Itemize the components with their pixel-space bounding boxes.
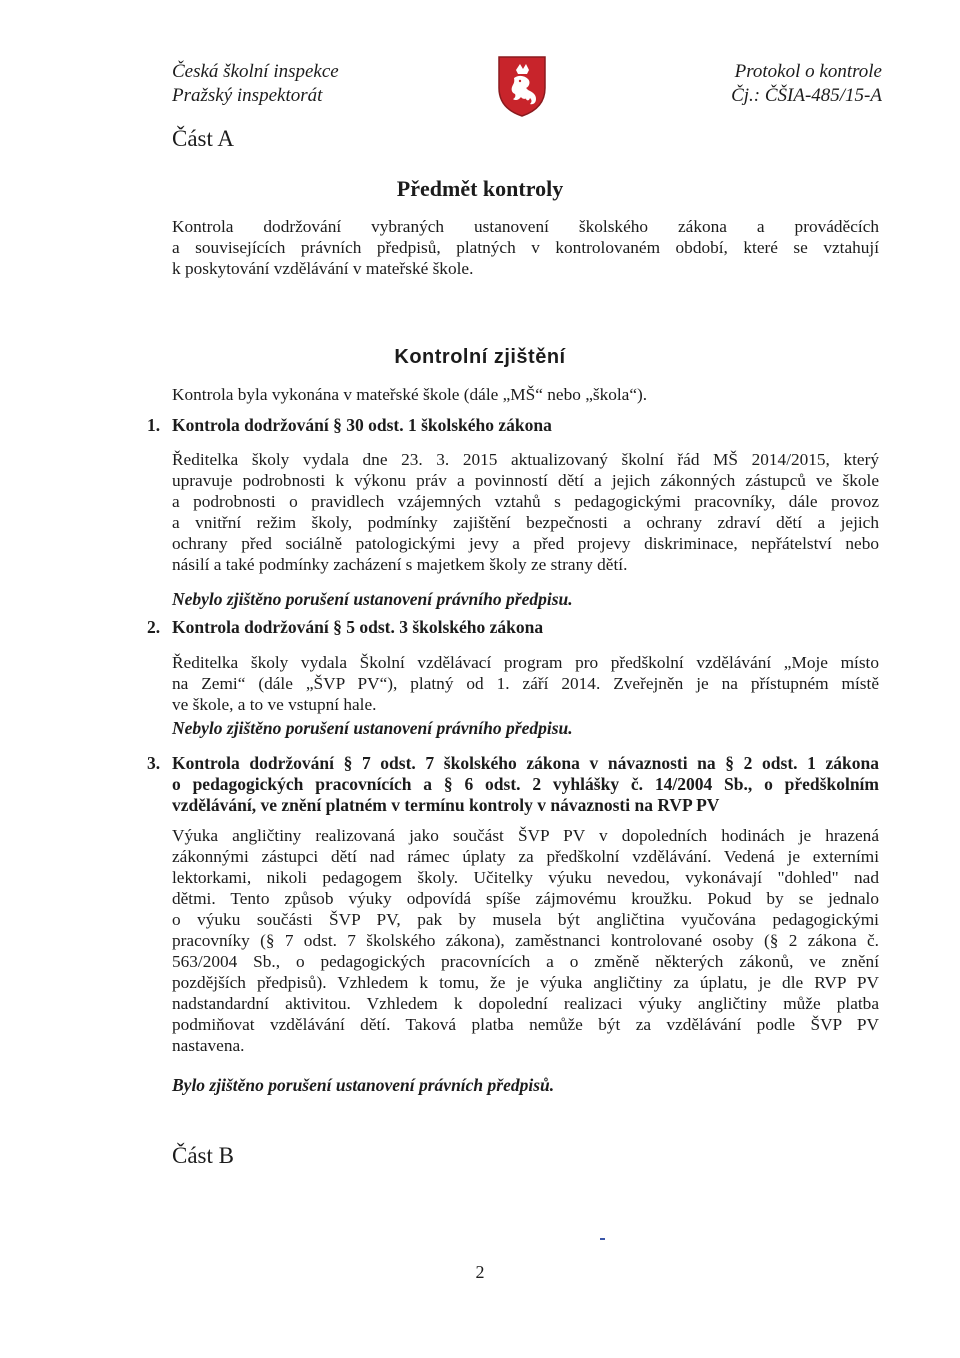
subject-heading: Předmět kontroly — [396, 176, 564, 201]
page-number: 2 — [475, 1262, 485, 1282]
item-finding: Nebylo zjištěno porušení ustanovení právního předpisu. — [172, 589, 573, 609]
document-type: Protokol o kontrole — [734, 61, 882, 82]
item-heading-line: o pedagogických pracovnících a § 6 odst. 2 vyhlášky č. 14/2004 Sb., o předškolním — [172, 774, 879, 794]
item-heading-line: Kontrola dodržování § 7 odst. 7 školského zákona v návaznosti na § 2 odst. 1 zákona — [172, 753, 879, 773]
item-body-line: a vnitřní režim školy, podmínky zajištění bezpečnosti a ochrany zdraví dětí a jejich — [172, 513, 879, 532]
item-body-line: Ředitelka školy vydala dne 23. 3. 2015 aktualizovaný školní řád MŠ 2014/2015, který — [172, 450, 879, 469]
subject-line: a souvisejících právních předpisů, platných v kontrolovaném období, které se vztahují — [172, 238, 879, 257]
item-body — [172, 449, 879, 575]
subject-line: Kontrola dodržování vybraných ustanovení školského zákona a prováděcích — [172, 217, 879, 236]
item-finding: Nebylo zjištěno porušení ustanovení právního předpisu. — [172, 718, 573, 738]
item-heading — [172, 617, 879, 638]
item-body-line: ve škole, a to ve vstupní hale. — [172, 695, 377, 714]
state-emblem-icon — [496, 54, 548, 118]
item-body-line: nadstandardní aktivitou. Vzhledem k dopolední realizaci výuky angličtiny může platba — [172, 994, 879, 1013]
item-body-line: ochrany před sociálně patologickými jevy a před projevy diskriminace, nepřátelství nebo — [172, 534, 879, 553]
item-heading — [172, 753, 879, 816]
item-heading-line: Kontrola dodržování § 5 odst. 3 školského zákona — [172, 617, 544, 637]
item-finding: Bylo zjištěno porušení ustanovení právních předpisů. — [172, 1075, 555, 1095]
subject-paragraph — [172, 216, 879, 279]
item-body-line: o výuku součásti ŠVP PV, pak by musela být angličtina vyučována pedagogickými — [172, 910, 879, 929]
org-name: Česká školní inspekce — [172, 61, 339, 82]
item-body-line: a podrobnosti o pravidlech vzájemných vztahů s pedagogickými pracovníky, dále provoz — [172, 492, 879, 511]
item-body-line: násilí a také podmínky zacházení s majetkem školy ze strany dětí. — [172, 555, 628, 574]
item-body-line: podmiňovat vzdělávání dětí. Taková platba nemůže být za vzdělávání podle ŠVP PV — [172, 1015, 879, 1034]
findings-intro: Kontrola byla vykonána v mateřské škole (dále „MŠ“ nebo „škola“). — [172, 385, 648, 404]
item-body-line: zákonnými zástupci dětí nad rámec úplaty za předškolní vzdělávání. Vedená je externími — [172, 847, 879, 866]
item-body — [172, 825, 879, 1056]
stray-mark — [600, 1238, 605, 1240]
item-body-line: Ředitelka školy vydala Školní vzdělávací program pro předškolní vzdělávání „Moje místo — [172, 653, 879, 672]
item-body-line: na Zemi“ (dále „ŠVP PV“), platný od 1. září 2014. Zveřejněn je na přístupném místě — [172, 674, 879, 693]
item-heading-line: vzdělávání, ve znění platném v termínu kontroly v návaznosti na RVP PV — [172, 795, 720, 815]
item-body-line: pracovníky (§ 7 odst. 7 školského zákona), zaměstnanci kontrolované osoby (§ 2 zákona č. — [172, 931, 879, 950]
item-body-line: dětmi. Tento způsob výuky odpovídá spíše zájmovému kroužku. Pokud by se jednalo — [172, 889, 879, 908]
header-right — [731, 60, 882, 108]
item-number: 2. — [147, 617, 161, 637]
findings-heading: Kontrolní zjištění — [394, 346, 566, 368]
subject-line: k poskytování vzdělávání v mateřské škole. — [172, 259, 474, 278]
item-body-line: nastavena. — [172, 1036, 245, 1055]
item-number: 1. — [147, 415, 161, 435]
item-body-line: upravuje podrobnosti k výkonu práv a povinností dětí a jejich zákonných zástupců ve škole — [172, 471, 879, 490]
item-number: 3. — [147, 753, 161, 773]
item-heading-line: Kontrola dodržování § 30 odst. 1 školského zákona — [172, 415, 552, 435]
item-body-line: 563/2004 Sb., o pedagogických pracovnících a o změně některých zákonů, ve znění — [172, 952, 879, 971]
item-body — [172, 652, 879, 715]
item-body-line: Výuka angličtiny realizovaná jako součást ŠVP PV v dopoledních hodinách je hrazená — [172, 826, 879, 845]
item-heading — [172, 415, 879, 436]
header-left — [172, 60, 339, 108]
part-b-title: Část B — [172, 1143, 234, 1168]
org-unit: Pražský inspektorát — [172, 85, 323, 106]
reference-number: Čj.: ČŠIA-485/15-A — [731, 85, 882, 106]
item-body-line: lektorkami, nikoli pedagogem školy. Učitelky výuku nevedou, vykonávají "dohled" nad — [172, 868, 879, 887]
part-a-title: Část A — [172, 126, 234, 151]
item-body-line: pozdějších předpisů). Vzhledem k tomu, že je výuka angličtiny za úplatu, je dle RVP PV — [172, 973, 879, 992]
